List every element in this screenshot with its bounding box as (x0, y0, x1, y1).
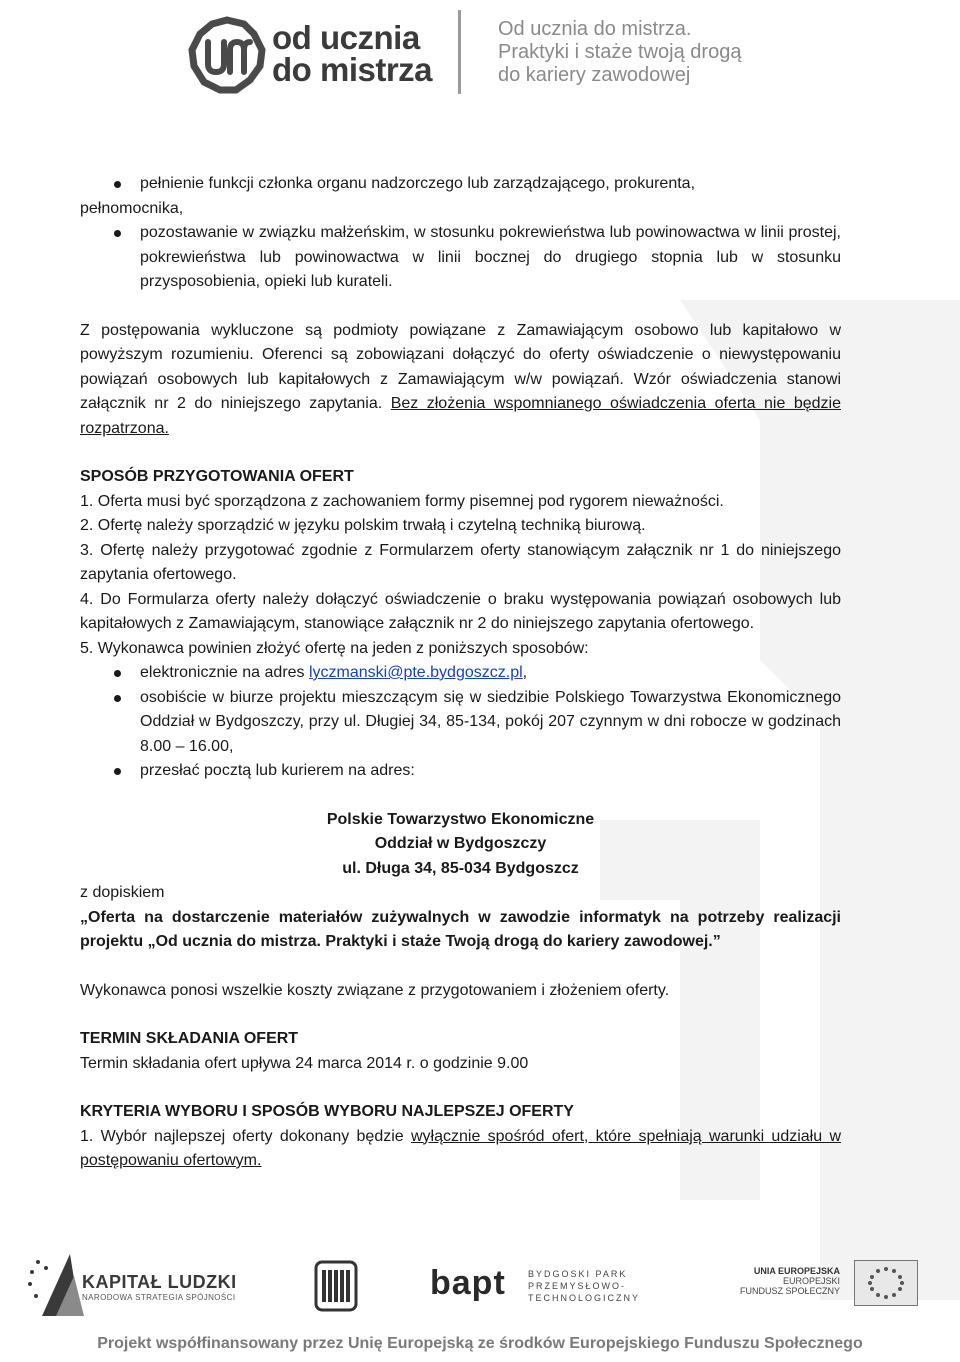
logo-wordmark (272, 19, 433, 88)
email-link[interactable]: lyczmanski@pte.bydgoszcz.pl (308, 664, 523, 681)
preparation-item-3: 3. Ofertę należy przygotować zgodnie z Formularzem oferty stanowiącym załącznik nr 1 do niniejszego zapytania ofertowego. (80, 541, 841, 583)
criteria-item-1-underlined: wyłącznie spośród ofert, które spełniają warunki udziału w postępowaniu ofertowym. (80, 1127, 841, 1169)
preparation-item-2: 2. Ofertę należy sporządzić w języku polskim trwałą i czytelną techniką biurową. (80, 517, 646, 534)
method-1-suffix: , (522, 664, 528, 681)
header-tagline (498, 18, 741, 87)
cofinance-footer: Projekt współfinansowany przez Unię Europejską ze środków Europejskiego Funduszu Społecznego (97, 1335, 863, 1352)
list-item-text: pozostawanie w związku małżeńskim, w stosunku pokrewieństwa lub powinowactwa w linii prostej, pokrewieństwa lub powinowactwa w linii bocznej do drugiego stopnia lub w stosunku przysposobienia, opieki lub kurateli. (140, 224, 841, 290)
address-line-3: ul. Długa 34, 85-034 Bydgoszcz (342, 859, 579, 877)
address-line-1: Polskie Towarzystwo Ekonomiczne (326, 810, 595, 828)
logo-line-2: do mistrza (272, 51, 433, 88)
section-heading-deadline: TERMIN SKŁADANIA OFERT (80, 1030, 299, 1047)
bullet-icon (114, 768, 121, 775)
kapital-ludzki-title: KAPITAŁ LUDZKI (82, 1272, 237, 1292)
bullet-icon (114, 670, 121, 677)
pte-logo-icon (314, 1260, 358, 1312)
tagline-line-3: do kariery zawodowej (498, 64, 691, 86)
footer-logos (0, 1244, 960, 1324)
eu-sub-1: EUROPEJSKI (783, 1276, 841, 1286)
page-header (0, 0, 960, 110)
kapital-ludzki-text (82, 1272, 237, 1302)
preparation-item-1: 1. Oferta musi być sporządzona z zachowaniem formy pisemnej pod rygorem nieważności. (80, 492, 724, 510)
preparation-item-5: 5. Wykonawca powinien złożyć ofertę na jeden z poniższych sposobów: (80, 639, 589, 657)
section-heading-criteria: KRYTERIA WYBORU I SPOSÓB WYBORU NAJLEPSZEJ OFERTY (80, 1103, 574, 1120)
list-item (80, 221, 841, 295)
eu-title: UNIA EUROPEJSKA (753, 1266, 841, 1276)
tagline-line-1: Od ucznia do mistrza. (498, 18, 692, 40)
method-2-text: osobiście w biurze projektu mieszczącym się w siedzibie Polskiego Towarzystwa Ekonomicznego Oddział w Bydgoszczy, przy ul. Długiej 34, 85-134, pokój 207 czynnym w dni robocze w godzinach 8.00 – 16.00, (140, 688, 841, 755)
list-item-text: pełnienie funkcji członka organu nadzorczego lub zarządzającego, prokurenta, (140, 175, 696, 192)
logo-line-1: od ucznia (272, 19, 420, 56)
bullet-icon (114, 181, 121, 188)
criteria-item-1-prefix: 1. Wybór najlepszej oferty dokonany będzie (80, 1127, 411, 1145)
bppt-subtitle: BYDGOSKI PARK PRZEMYSŁOWO-TECHNOLOGICZNY (528, 1269, 641, 1303)
list-item (80, 172, 841, 197)
criteria-item-1 (80, 1125, 841, 1174)
costs-text: Wykonawca ponosi wszelkie koszty związane z przygotowaniem i złożeniem oferty. (80, 981, 670, 999)
exclusion-paragraph (80, 319, 841, 442)
bullet-icon (114, 230, 121, 237)
annotation-label: z dopiskiem (80, 884, 165, 901)
address-line-2: Oddział w Bydgoszczy (374, 835, 547, 852)
preparation-item-4: 4. Do Formularza oferty należy dołączyć oświadczenie o braku występowania powiązań osobowych lub kapitałowych z Zamawiającym, stanowiące załącznik nr 2 do niniejszego zapytania ofertowego. (80, 590, 841, 632)
section-heading-preparation: SPOSÓB PRZYGOTOWANIA OFERT (80, 468, 354, 485)
address-block (80, 808, 841, 882)
eu-sub-2: FUNDUSZ SPOŁECZNY (740, 1286, 841, 1296)
exclusion-text: Z postępowania wykluczone są podmioty powiązane z Zamawiającym osobowo lub kapitałowo w powyższym rozumieniu. Oferenci są zobowiązani dołączyć do oferty oświadczenie o niewystępowaniu powiązań osobowych lub kapitałowych z Zamawiającym w/w powiązań. Wzór oświadczenia stanowi załącznik nr 2 do niniejszego zapytania. (80, 321, 841, 412)
list-item (80, 759, 841, 784)
deadline-text: Termin składania ofert upływa 24 marca 2014 r. o godzinie 9.00 (80, 1054, 529, 1072)
tagline-line-2: Praktyki i staże twoją drogą (498, 41, 742, 63)
bppt-logo (430, 1264, 641, 1303)
eu-text (740, 1266, 840, 1296)
bullet-icon (114, 695, 121, 702)
kapital-ludzki-subtitle: NARODOWA STRATEGIA SPÓJNOŚCI (82, 1293, 236, 1302)
list-item-continuation: pełnomocnika, (80, 199, 184, 217)
annotation-text: „Oferta na dostarczenie materiałów zużywalnych w zawodzie informatyk na potrzeby realizacji projektu „Od ucznia do mistrza. Praktyki i staże Twoją drogą do kariery zawodowej.” (80, 908, 841, 950)
header-divider (458, 10, 461, 94)
document-body (80, 172, 841, 1174)
list-item (80, 686, 841, 760)
method-1-prefix: elektronicznie na adres (140, 664, 309, 681)
eu-flag-icon (854, 1260, 918, 1306)
list-item (80, 661, 841, 686)
exclusion-underlined: Bez złożenia wspomnianego oświadczenia oferta nie będzie rozpatrzona. (80, 395, 842, 437)
od-ucznia-logo-icon (186, 14, 268, 96)
bppt-mark: bapt (430, 1264, 506, 1302)
method-3-text: przesłać pocztą lub kurierem na adres: (140, 762, 415, 779)
